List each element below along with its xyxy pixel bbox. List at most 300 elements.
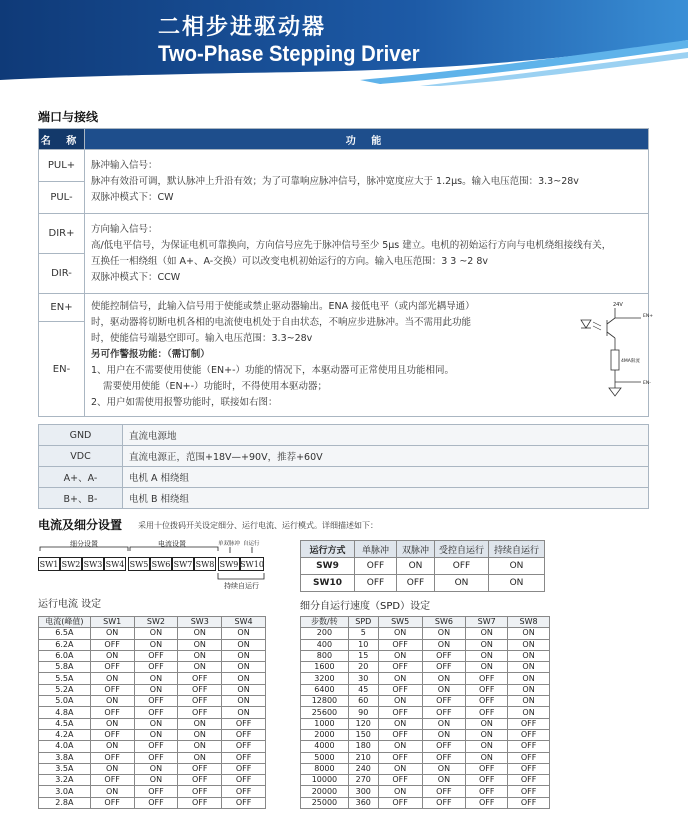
table-header-row [39, 617, 266, 628]
dip-label-hold: 持续自运行 [224, 582, 259, 590]
table-cell: ON [422, 718, 466, 729]
mode-cell: OFF [355, 575, 397, 592]
current-note: 采用十位拨码开关设定细分、运行电流、运行模式。详细描述如下： [138, 521, 378, 530]
dip-switch-10: SW10 [240, 557, 264, 571]
table-cell: 6.5A [39, 628, 91, 639]
port-table [38, 128, 653, 417]
table-cell: 5000 [301, 752, 349, 763]
row-desc: 电机 A 相绕组 [123, 467, 649, 488]
table-cell: OFF [422, 786, 466, 797]
table-cell: OFF [90, 752, 134, 763]
table-cell: ON [508, 628, 550, 639]
table-row [301, 775, 550, 786]
table-cell: OFF [222, 797, 266, 808]
row-name: B+、B- [39, 488, 123, 509]
current-table-title: 运行电流 设定 [38, 599, 102, 610]
table-cell: OFF [378, 662, 422, 673]
row-desc: 直流电源正，范围+18V—+90V，推荐+60V [123, 446, 649, 467]
table-cell: 8000 [301, 763, 349, 774]
dir-line-1: 方向输入信号： [91, 223, 158, 235]
header-banner [0, 0, 688, 86]
table-cell: OFF [422, 752, 466, 763]
table-cell: ON [90, 673, 134, 684]
en-line-4: 另可作警报功能：（需订制） [91, 349, 210, 360]
table-header-cell: SW8 [508, 617, 550, 628]
table-cell: 3.2A [39, 775, 91, 786]
circuit-4ma-label: 4MA限流 [621, 359, 640, 364]
section-title-ports: 端口与接线 [38, 110, 99, 124]
table-row [301, 718, 550, 729]
table-cell: OFF [134, 662, 178, 673]
table-cell: 20 [348, 662, 378, 673]
table-cell: OFF [466, 775, 508, 786]
table-cell: 4000 [301, 741, 349, 752]
table-row [301, 763, 550, 774]
en-line-3: 时，使能信号端悬空即可。输入电压范围：3.3~28v [91, 333, 313, 344]
table-cell: 60 [348, 696, 378, 707]
table-cell: ON [178, 639, 222, 650]
table-cell: OFF [178, 786, 222, 797]
table-cell: 300 [348, 786, 378, 797]
table-row [301, 696, 550, 707]
table-cell: 3.8A [39, 752, 91, 763]
table-cell: OFF [90, 775, 134, 786]
table-cell: OFF [134, 741, 178, 752]
table-cell: OFF [222, 786, 266, 797]
table-cell: 240 [348, 763, 378, 774]
table-cell: 4.0A [39, 741, 91, 752]
port-pul-plus: PUL+ [39, 150, 85, 182]
table-header-cell: SPD [348, 617, 378, 628]
alarm-circuit-diagram [563, 298, 663, 408]
table-cell: ON [134, 684, 178, 695]
pul-line-3: 双脉冲模式下：CW [91, 191, 174, 203]
table-cell: OFF [508, 741, 550, 752]
table-cell: OFF [508, 729, 550, 740]
table-cell: ON [508, 696, 550, 707]
table-cell: ON [90, 718, 134, 729]
mode-table [300, 540, 545, 592]
dip-switch-5: SW5 [128, 557, 150, 571]
table-cell: ON [378, 786, 422, 797]
table-cell: ON [134, 729, 178, 740]
table-cell: ON [508, 639, 550, 650]
table-cell: OFF [508, 786, 550, 797]
table-cell: ON [134, 673, 178, 684]
table-row [39, 741, 266, 752]
table-cell: 2.8A [39, 797, 91, 808]
table-cell: 4.2A [39, 729, 91, 740]
table-cell: ON [134, 718, 178, 729]
table-cell: 360 [348, 797, 378, 808]
port-dir-plus: DIR+ [39, 214, 85, 254]
dir-line-4: 双脉冲模式下：CCW [91, 271, 181, 283]
table-row [301, 797, 550, 808]
table-cell: OFF [422, 797, 466, 808]
title-chinese: 二相步进驱动器 [158, 15, 327, 40]
table-cell: ON [466, 639, 508, 650]
table-row [39, 763, 266, 774]
table-cell: OFF [178, 775, 222, 786]
table-cell: ON [222, 650, 266, 661]
table-cell: OFF [90, 729, 134, 740]
table-cell: ON [134, 775, 178, 786]
table-cell: 3200 [301, 673, 349, 684]
table-cell: ON [134, 628, 178, 639]
speed-table-title: 细分自运行速度（SPD）设定 [300, 601, 431, 612]
table-cell: ON [178, 650, 222, 661]
table-cell: ON [134, 763, 178, 774]
table-cell: ON [378, 741, 422, 752]
table-cell: OFF [422, 650, 466, 661]
table-row [301, 741, 550, 752]
mode-cell: OFF [435, 558, 489, 575]
mode-head: 受控自运行 [435, 541, 489, 558]
table-header-cell: SW5 [378, 617, 422, 628]
table-cell: ON [378, 696, 422, 707]
dip-switch-9: SW9 [218, 557, 240, 571]
table-cell: ON [222, 684, 266, 695]
table-row [39, 729, 266, 740]
table-row [301, 662, 550, 673]
dir-description [85, 214, 649, 294]
table-cell: OFF [466, 707, 508, 718]
table-cell: ON [466, 650, 508, 661]
table-cell: OFF [90, 684, 134, 695]
dip-switch-6: SW6 [150, 557, 172, 571]
table-cell: OFF [378, 775, 422, 786]
table-cell: OFF [134, 752, 178, 763]
table-row [39, 684, 266, 695]
table-cell: OFF [508, 718, 550, 729]
table-row [301, 786, 550, 797]
port-dir-minus: DIR- [39, 254, 85, 294]
table-cell: ON [508, 673, 550, 684]
table-row [39, 673, 266, 684]
table-header-row [301, 617, 550, 628]
table-cell: ON [508, 707, 550, 718]
table-cell: 6400 [301, 684, 349, 695]
table-cell: OFF [378, 707, 422, 718]
table-cell: 180 [348, 741, 378, 752]
table-cell: ON [178, 662, 222, 673]
table-cell: OFF [466, 684, 508, 695]
table-cell: ON [466, 662, 508, 673]
row-desc: 直流电源地 [123, 425, 649, 446]
table-cell: 90 [348, 707, 378, 718]
row-desc: 电机 B 相绕组 [123, 488, 649, 509]
table-row [39, 650, 266, 661]
table-header-cell: SW2 [134, 617, 178, 628]
table-cell: 15 [348, 650, 378, 661]
table-cell: OFF [508, 797, 550, 808]
table-row [39, 628, 266, 639]
table-cell: 10 [348, 639, 378, 650]
table-cell: ON [508, 662, 550, 673]
mode-cell: ON [397, 558, 435, 575]
table-cell: 12800 [301, 696, 349, 707]
mode-head: 运行方式 [301, 541, 355, 558]
en-line-7: 2、用户如需使用报警功能时，联接如右图： [91, 397, 278, 408]
title-english: Two-Phase Stepping Driver [158, 41, 420, 66]
table-cell: 5.2A [39, 684, 91, 695]
table-cell: ON [90, 650, 134, 661]
dip-switch-3: SW3 [82, 557, 104, 571]
section-title-current: 电流及细分设置 [38, 518, 123, 532]
row-name: A+、A- [39, 467, 123, 488]
table-cell: ON [466, 628, 508, 639]
table-cell: OFF [134, 797, 178, 808]
table-cell: OFF [378, 797, 422, 808]
table-cell: ON [422, 639, 466, 650]
table-row [301, 673, 550, 684]
table-cell: OFF [378, 639, 422, 650]
table-cell: ON [378, 628, 422, 639]
table-cell: 1000 [301, 718, 349, 729]
table-header-cell: 电流(峰值) [39, 617, 91, 628]
mode-head: 双脉冲 [397, 541, 435, 558]
table-cell: OFF [178, 696, 222, 707]
table-cell: ON [178, 752, 222, 763]
table-cell: 150 [348, 729, 378, 740]
dip-label-auto: 自运行 [243, 541, 260, 547]
table-cell: 3.5A [39, 763, 91, 774]
table-cell: ON [378, 673, 422, 684]
power-motor-table [38, 424, 649, 509]
table-cell: OFF [466, 797, 508, 808]
table-cell: ON [178, 628, 222, 639]
col-name-header: 名 称 [39, 129, 85, 150]
table-cell: ON [90, 763, 134, 774]
table-cell: 400 [301, 639, 349, 650]
row-name: GND [39, 425, 123, 446]
table-row [301, 729, 550, 740]
table-cell: ON [90, 696, 134, 707]
table-cell: ON [222, 639, 266, 650]
table-cell: OFF [466, 786, 508, 797]
table-cell: 30 [348, 673, 378, 684]
table-cell: OFF [466, 673, 508, 684]
table-cell: 4.5A [39, 718, 91, 729]
table-header-cell: SW3 [178, 617, 222, 628]
mode-cell: SW9 [301, 558, 355, 575]
mode-cell: ON [435, 575, 489, 592]
table-cell: ON [422, 763, 466, 774]
table-header-cell: SW1 [90, 617, 134, 628]
table-cell: OFF [378, 729, 422, 740]
table-row [301, 707, 550, 718]
table-cell: OFF [134, 696, 178, 707]
table-cell: ON [178, 741, 222, 752]
table-cell: OFF [222, 763, 266, 774]
table-cell: OFF [508, 775, 550, 786]
table-cell: OFF [222, 729, 266, 740]
table-cell: 3.0A [39, 786, 91, 797]
table-cell: ON [90, 741, 134, 752]
table-cell: 10000 [301, 775, 349, 786]
pul-description [85, 150, 649, 214]
table-cell: 210 [348, 752, 378, 763]
port-pul-minus: PUL- [39, 182, 85, 214]
table-cell: 4.8A [39, 707, 91, 718]
table-cell: ON [466, 718, 508, 729]
en-line-6: 需要使用使能（EN+-）功能时，不得使用本驱动器； [103, 381, 327, 392]
table-row [39, 752, 266, 763]
table-cell: 1600 [301, 662, 349, 673]
table-cell: OFF [178, 673, 222, 684]
circuit-en-plus-label: EN+ [643, 314, 653, 319]
dip-switch-8: SW8 [194, 557, 216, 571]
table-cell: OFF [422, 662, 466, 673]
en-description [85, 294, 653, 417]
table-cell: ON [422, 628, 466, 639]
dip-switch-4: SW4 [104, 557, 126, 571]
table-cell: 5 [348, 628, 378, 639]
table-header-cell: SW6 [422, 617, 466, 628]
table-cell: OFF [508, 752, 550, 763]
mode-cell: SW10 [301, 575, 355, 592]
port-en-plus: EN+ [39, 294, 85, 322]
speed-table [300, 616, 550, 809]
table-cell: ON [466, 729, 508, 740]
mode-cell: ON [489, 575, 545, 592]
dip-switch-7: SW7 [172, 557, 194, 571]
dip-label-current: 电流设置 [158, 540, 186, 548]
table-cell: OFF [178, 707, 222, 718]
table-cell: 25000 [301, 797, 349, 808]
table-row [301, 628, 550, 639]
table-cell: OFF [222, 741, 266, 752]
table-cell: OFF [466, 696, 508, 707]
dir-line-3: 互换任一相绕组（如 A+、A-交换）可以改变电机初始运行的方向。输入电压范围：3 3 ~2 8v [91, 255, 489, 267]
table-cell: ON [466, 752, 508, 763]
row-name: VDC [39, 446, 123, 467]
en-line-1: 使能控制信号，此输入信号用于使能或禁止驱动器输出。ENA 接低电平（或内部光耦导通） [91, 301, 475, 312]
table-cell: ON [422, 729, 466, 740]
table-cell: ON [222, 662, 266, 673]
table-cell: 45 [348, 684, 378, 695]
table-cell: 270 [348, 775, 378, 786]
table-cell: 6.2A [39, 639, 91, 650]
dip-switch-diagram [38, 537, 266, 592]
table-cell: OFF [90, 639, 134, 650]
pul-line-1: 脉冲输入信号： [91, 159, 158, 171]
table-cell: OFF [378, 684, 422, 695]
circuit-en-minus-label: EN- [643, 381, 651, 386]
table-cell: ON [422, 684, 466, 695]
table-cell: OFF [422, 707, 466, 718]
col-func-header: 功 能 [85, 129, 649, 150]
table-cell: 200 [301, 628, 349, 639]
table-cell: ON [422, 775, 466, 786]
dip-label-subdivision: 细分设置 [70, 540, 98, 548]
current-table [38, 616, 266, 809]
table-cell: OFF [178, 797, 222, 808]
table-cell: OFF [422, 696, 466, 707]
table-row [39, 696, 266, 707]
table-header-cell: SW4 [222, 617, 266, 628]
mode-head: 持续自运行 [489, 541, 545, 558]
table-cell: 5.0A [39, 696, 91, 707]
table-row [39, 662, 266, 673]
mode-cell: OFF [355, 558, 397, 575]
table-cell: ON [178, 718, 222, 729]
dip-switch-2: SW2 [60, 557, 82, 571]
mode-cell: ON [489, 558, 545, 575]
table-row [39, 786, 266, 797]
table-cell: OFF [90, 707, 134, 718]
table-cell: ON [222, 707, 266, 718]
table-cell: OFF [90, 662, 134, 673]
table-cell: OFF [508, 763, 550, 774]
table-cell: 800 [301, 650, 349, 661]
en-line-2: 时，驱动器将切断电机各相的电流使电机处于自由状态，不响应步进脉冲。当不需用此功能 [91, 317, 472, 328]
table-cell: OFF [178, 763, 222, 774]
table-cell: 5.8A [39, 662, 91, 673]
table-cell: 25600 [301, 707, 349, 718]
table-cell: 120 [348, 718, 378, 729]
table-cell: ON [422, 673, 466, 684]
table-cell: 5.5A [39, 673, 91, 684]
table-header-cell: SW7 [466, 617, 508, 628]
table-cell: OFF [134, 707, 178, 718]
table-row [301, 650, 550, 661]
table-cell: ON [222, 628, 266, 639]
table-row [39, 707, 266, 718]
table-cell: ON [222, 673, 266, 684]
table-row [301, 684, 550, 695]
table-cell: ON [508, 684, 550, 695]
table-cell: OFF [178, 684, 222, 695]
table-cell: 20000 [301, 786, 349, 797]
table-row [39, 639, 266, 650]
en-line-5: 1、用户在不需要使用使能（EN+-）功能的情况下，本驱动器可正常使用且功能相同。 [91, 365, 455, 376]
table-cell: ON [178, 729, 222, 740]
dir-line-2: 高/低电平信号，为保证电机可靠换向，方向信号应先于脉冲信号至少 5μs 建立。电机的初始运行方向与电机绕组接线有关， [91, 239, 612, 251]
table-cell: ON [90, 628, 134, 639]
table-cell: ON [222, 696, 266, 707]
table-cell: OFF [422, 741, 466, 752]
table-row [301, 752, 550, 763]
table-row [39, 718, 266, 729]
table-cell: OFF [222, 718, 266, 729]
table-row [39, 797, 266, 808]
table-cell: ON [134, 639, 178, 650]
circuit-24v-label: 24V [613, 302, 623, 308]
mode-head: 单脉冲 [355, 541, 397, 558]
table-cell: ON [508, 650, 550, 661]
table-cell: OFF [134, 650, 178, 661]
table-cell: OFF [222, 752, 266, 763]
table-cell: OFF [90, 797, 134, 808]
dip-label-pulse: 单双脉冲 [218, 541, 241, 547]
table-cell: OFF [378, 752, 422, 763]
table-header-cell: 步数/转 [301, 617, 349, 628]
table-cell: OFF [466, 763, 508, 774]
table-row [301, 639, 550, 650]
table-cell: ON [466, 741, 508, 752]
table-cell: 2000 [301, 729, 349, 740]
table-cell: ON [378, 650, 422, 661]
table-cell: ON [378, 763, 422, 774]
port-en-minus: EN- [39, 322, 85, 417]
table-cell: 6.0A [39, 650, 91, 661]
dip-switch-1: SW1 [38, 557, 60, 571]
table-cell: OFF [134, 786, 178, 797]
table-cell: OFF [222, 775, 266, 786]
mode-cell: OFF [397, 575, 435, 592]
pul-line-2: 脉冲有效沿可调，默认脉冲上升沿有效；为了可靠响应脉冲信号，脉冲宽度应大于 1.2μs。输入电压范围：3.3~28v [91, 175, 579, 187]
